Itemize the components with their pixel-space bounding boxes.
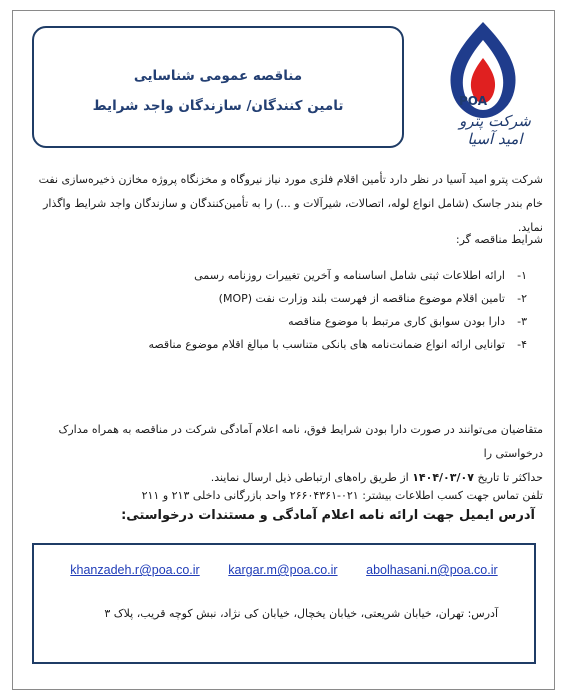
contact-phone: تلفن تماس جهت کسب اطلاعات بیشتر: ۰۲۱-۲۶۶۰۴۳۶۱ واحد بازرگانی داخلی ۲۱۳ و ۲۱۱ xyxy=(141,489,543,502)
email-link-khanzadeh[interactable]: khanzadeh.r@poa.co.ir xyxy=(70,563,200,577)
logo-abbreviation: POA xyxy=(459,94,487,108)
condition-item xyxy=(47,264,527,287)
logo-company-name: شرکت پترو امید آسیا xyxy=(459,112,531,148)
condition-text: تامین اقلام موضوع مناقصه از فهرست بلند وزارت نفت (MOP) xyxy=(218,292,505,305)
applicants-paragraph xyxy=(33,418,543,490)
email-box xyxy=(32,543,536,664)
condition-item xyxy=(47,310,527,333)
applicants-line2-suffix: از طریق راه‌های ارتباطی ذیل ارسال نمایند. xyxy=(210,471,409,484)
condition-text: توانایی ارائه انواع ضمانت‌نامه های بانکی متناسب با مبالغ اقلام موضوع مناقصه xyxy=(148,338,505,351)
conditions-title: شرایط مناقصه گر: xyxy=(455,233,543,246)
email-list xyxy=(34,563,534,577)
condition-item xyxy=(47,333,527,356)
conditions-list xyxy=(47,264,527,356)
condition-text: ارائه اطلاعات ثبتی شامل اساسنامه و آخرین تغییرات روزنامه رسمی xyxy=(194,269,505,282)
condition-number: ۴- xyxy=(517,338,527,351)
condition-number: ۳- xyxy=(517,315,527,328)
page-title: مناقصه عمومی شناسایی xyxy=(133,68,303,84)
page-subtitle: تامین کنندگان/ سازندگان واجد شرایط xyxy=(92,98,344,114)
intro-paragraph: شرکت پترو امید آسیا در نظر دارد تأمین اقلام فلزی مورد نیاز نیروگاه و مخزنگاه پروژه مخازن ذخیره‌سازی نفت خام بندر جاسک (شامل انواع لوله، اتصالات، شیرآلات و ...) را به تأمین‌کنندگان و سازندگان واجد شرایط واگذار نماید. xyxy=(38,173,543,234)
condition-number: ۲- xyxy=(517,292,527,305)
email-link-abolhasani[interactable]: abolhasani.n@poa.co.ir xyxy=(366,563,498,577)
applicants-line2-prefix: حداکثر تا تاریخ xyxy=(477,471,543,484)
condition-item xyxy=(47,287,527,310)
email-link-kargar[interactable]: kargar.m@poa.co.ir xyxy=(228,563,338,577)
applicants-line1: متقاضیان می‌توانند در صورت دارا بودن شرایط فوق، نامه اعلام آمادگی شرکت در مناقصه به همراه مدارک درخواستی را xyxy=(58,423,543,460)
condition-number: ۱- xyxy=(517,269,527,282)
condition-text: دارا بودن سوابق کاری مرتبط با موضوع مناقصه xyxy=(288,315,505,328)
company-address: آدرس: تهران، خیابان شریعتی، خیابان یخچال، خیابان کی نژاد، نبش کوچه قریب، پلاک ۳ xyxy=(104,607,498,620)
title-box xyxy=(32,26,404,148)
deadline-date: ۱۴۰۴/۰۳/۰۷ xyxy=(412,471,474,484)
email-section-heading: آدرس ایمیل جهت ارائه نامه اعلام آمادگی و مستندات درخواستی: xyxy=(121,508,535,523)
